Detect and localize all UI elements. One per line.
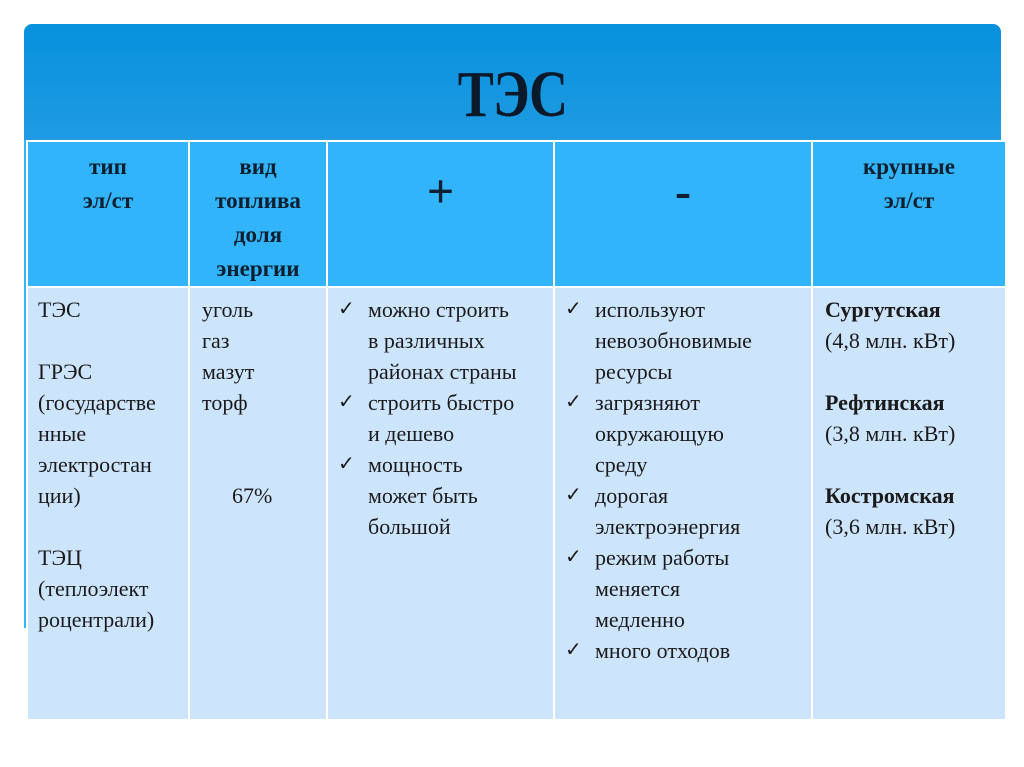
list-item bbox=[565, 480, 811, 542]
plants-cell bbox=[812, 287, 1006, 720]
pros-cell bbox=[327, 287, 554, 720]
pro-text: мощность может быть большой bbox=[368, 452, 478, 539]
check-icon: ✓ bbox=[565, 546, 582, 568]
plant-name: Костромская bbox=[825, 483, 955, 508]
plant-capacity: (3,6 млн. кВт) bbox=[825, 514, 956, 539]
cons-list bbox=[555, 288, 811, 666]
pro-text: можно строить в различных районах страны bbox=[368, 297, 517, 384]
header-fuel-text: вид топлива доля энергии bbox=[215, 154, 301, 281]
check-icon: ✓ bbox=[338, 391, 355, 413]
list-item bbox=[565, 542, 811, 635]
energy-share: 67% bbox=[232, 483, 273, 508]
check-icon: ✓ bbox=[338, 453, 355, 475]
plant-capacity: (4,8 млн. кВт) bbox=[825, 328, 956, 353]
plant-name: Рефтинская bbox=[825, 390, 945, 415]
header-pros bbox=[327, 141, 554, 287]
header-type bbox=[27, 141, 189, 287]
con-text: загрязняют окружающую среду bbox=[595, 390, 724, 477]
plant-capacity: (3,8 млн. кВт) bbox=[825, 421, 956, 446]
header-plants bbox=[812, 141, 1006, 287]
header-plants-text: крупные эл/ст bbox=[863, 154, 955, 213]
fuels-cell bbox=[189, 287, 327, 720]
types-cell bbox=[27, 287, 189, 720]
header-row bbox=[27, 141, 1006, 287]
minus-symbol: - bbox=[675, 165, 691, 218]
con-text: режим работы меняется медленно bbox=[595, 545, 730, 632]
list-item bbox=[565, 635, 811, 666]
con-text: дорогая электроэнергия bbox=[595, 483, 741, 539]
check-icon: ✓ bbox=[565, 391, 582, 413]
title-banner bbox=[24, 24, 1001, 142]
body-row bbox=[27, 287, 1006, 720]
types-text: ТЭС ГРЭС (государстве нные электростан ции) ТЭЦ (теплоэлект роцентрали) bbox=[38, 297, 156, 632]
plus-symbol: + bbox=[426, 165, 455, 218]
cons-cell bbox=[554, 287, 812, 720]
slide-title: ТЭС bbox=[457, 58, 568, 131]
pro-text: строить быстро и дешево bbox=[368, 390, 515, 446]
list-item bbox=[338, 294, 553, 387]
check-icon: ✓ bbox=[565, 639, 582, 661]
check-icon: ✓ bbox=[565, 484, 582, 506]
con-text: много отходов bbox=[595, 638, 731, 663]
list-item bbox=[338, 387, 553, 449]
header-type-text: тип эл/ст bbox=[82, 154, 134, 213]
tes-table bbox=[26, 140, 1007, 721]
plant-name: Сургутская bbox=[825, 297, 941, 322]
header-cons bbox=[554, 141, 812, 287]
fuels-text: уголь газ мазут торф bbox=[202, 297, 255, 415]
list-item bbox=[565, 387, 811, 480]
con-text: используют невозобновимые ресурсы bbox=[595, 297, 752, 384]
pros-list bbox=[328, 288, 553, 542]
check-icon: ✓ bbox=[338, 298, 355, 320]
list-item bbox=[338, 449, 553, 542]
header-fuel bbox=[189, 141, 327, 287]
list-item bbox=[565, 294, 811, 387]
check-icon: ✓ bbox=[565, 298, 582, 320]
